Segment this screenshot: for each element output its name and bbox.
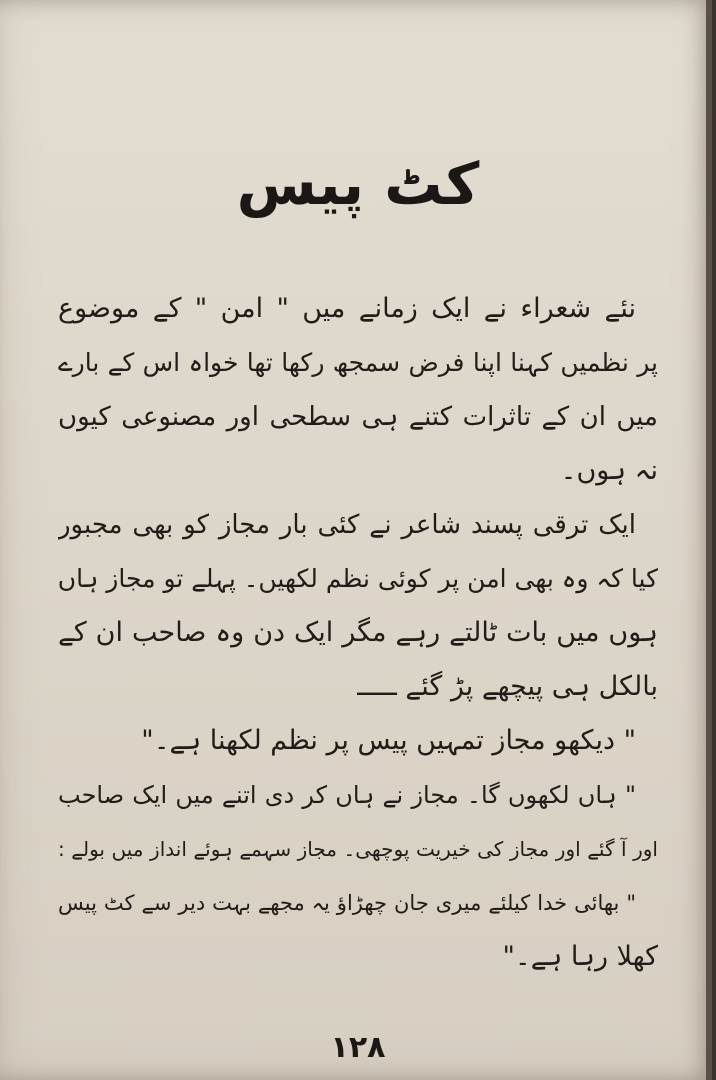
text-line: ایک ترقی پسند شاعر نے کئی بار مجاز کو بھی مجبور <box>58 510 636 540</box>
text-line: کیا کہ وہ بھی امن پر کوئی نظم لکھیں۔ پہلے تو مجاز ہاں <box>58 564 658 593</box>
text-line: " بھائی خدا کیلئے میری جان چھڑاؤ یہ مجھے بہت دیر سے کٹ پیس <box>58 891 636 915</box>
text-line: " ہاں لکھوں گا۔ مجاز نے ہاں کر دی اتنے میں ایک صاحب <box>58 781 636 809</box>
body-text <box>58 282 658 984</box>
text-line: ہوں میں بات ٹالتے رہے مگر ایک دن وہ صاحب ان کے <box>58 617 658 648</box>
text-line: " دیکھو مجاز تمہیں پیس پر نظم لکھنا ہے۔" <box>141 725 636 756</box>
text-line: کھلا رہا ہے۔" <box>502 941 658 972</box>
text-line: پر نظمیں کہنا اپنا فرض سمجھ رکھا تھا خواہ اس کے بارے <box>58 348 658 377</box>
page-title: کٹ پیس <box>236 150 480 218</box>
text-line: اور آ گئے اور مجاز کی خیریت پوچھی۔ مجاز سہمے ہوئے انداز میں بولے : <box>58 837 658 861</box>
page-number: ۱۲۸ <box>330 1030 386 1065</box>
text-line: بالکل ہی پیچھے پڑ گئے ـــــ <box>357 671 658 702</box>
text-line: نئے شعراء نے ایک زمانے میں " امن " کے موضوع <box>58 293 636 324</box>
text-line: نہ ہوں۔ <box>560 455 658 486</box>
text-line: میں ان کے تاثرات کتنے ہی سطحی اور مصنوعی کیوں <box>58 402 658 432</box>
